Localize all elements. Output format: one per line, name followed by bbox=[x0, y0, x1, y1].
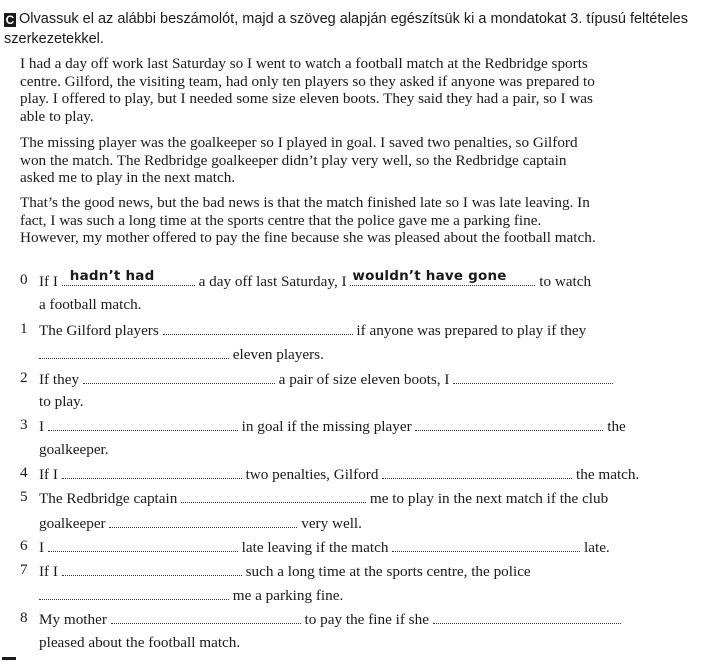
story-paragraph-2: The missing player was the goalkeeper so I played in goal. I saved two penalties, so Gilford won the match. The Redbridge goalkeeper didn’t play very well, so the Redbridge captain asked me to play in the next match. bbox=[20, 134, 578, 186]
sentence-text: to pay the fine if she bbox=[304, 611, 429, 628]
answer-blank bbox=[62, 268, 195, 286]
sentence-text: the bbox=[607, 418, 626, 435]
sentence-text: a day off last Saturday, I bbox=[198, 273, 347, 290]
sentence-text: eleven players. bbox=[232, 346, 324, 363]
page-edge-mark bbox=[2, 657, 16, 660]
exercise-instruction bbox=[4, 9, 704, 49]
story-paragraph-1: I had a day off work last Saturday so I went to watch a football match at the Redbridge sports centre. Gilford, the visiting team, had only ten players so they asked if anyone was prepared to play. I offered to play, but I needed some size eleven boots. They said they had a pair, so I was able to play. bbox=[20, 55, 595, 125]
sentence-text: If I bbox=[39, 563, 58, 580]
sentence-text: I bbox=[39, 539, 45, 556]
sentence-line bbox=[39, 369, 613, 389]
item-number: 6 bbox=[20, 537, 28, 554]
handwritten-answer: hadn’t had bbox=[69, 268, 155, 284]
sentence-line bbox=[39, 344, 324, 364]
sentence-text: me to play in the next match if the club bbox=[369, 490, 609, 507]
answer-blank[interactable] bbox=[39, 344, 229, 359]
item-number: 7 bbox=[20, 561, 28, 578]
sentence-text: My mother bbox=[39, 611, 107, 628]
answer-blank[interactable] bbox=[392, 537, 580, 552]
sentence-text: me a parking fine. bbox=[232, 587, 344, 604]
sentence-text: such a long time at the sports centre, the police bbox=[245, 563, 531, 580]
story-paragraph-3: That’s the good news, but the bad news is that the match finished late so I was late leaving. In fact, I was such a long time at the sports centre that the police gave me a parking fine. However, my mother offered to pay the fine because she was pleased about the football match. bbox=[20, 194, 596, 246]
sentence-text: in goal if the missing player bbox=[241, 418, 412, 435]
answer-blank[interactable] bbox=[62, 464, 242, 479]
answer-blank[interactable] bbox=[62, 561, 242, 576]
item-number: 2 bbox=[20, 369, 28, 386]
sentence-line bbox=[39, 513, 362, 533]
sentence-text: goalkeeper. bbox=[39, 441, 109, 458]
item-number: 0 bbox=[20, 271, 28, 288]
item-number: 4 bbox=[20, 464, 28, 481]
answer-blank[interactable] bbox=[453, 369, 613, 384]
item-number: 3 bbox=[20, 416, 28, 433]
item-number: 1 bbox=[20, 320, 28, 337]
sentence-text: If I bbox=[39, 273, 58, 290]
answer-blank[interactable] bbox=[433, 609, 621, 624]
sentence-text: The Redbridge captain bbox=[39, 490, 178, 507]
sentence-line bbox=[39, 537, 610, 557]
answer-blank[interactable] bbox=[163, 320, 353, 335]
sentence-text: If they bbox=[39, 371, 80, 388]
sentence-line bbox=[39, 609, 621, 629]
sentence-line bbox=[39, 561, 531, 581]
instruction-text: Olvassuk el az alábbi beszámolót, majd a szöveg alapján egészítsük ki a mondatokat 3. típusú feltételes szerkezetekkel. bbox=[4, 11, 688, 47]
sentence-text: to play. bbox=[39, 393, 84, 410]
answer-blank[interactable] bbox=[39, 585, 229, 600]
sentence-text: if anyone was prepared to play if they bbox=[356, 322, 587, 339]
answer-blank[interactable] bbox=[181, 488, 366, 503]
sentence-line bbox=[39, 488, 608, 508]
handwritten-answer: wouldn’t have gone bbox=[352, 268, 507, 284]
sentence-text: I bbox=[39, 418, 45, 435]
sentence-text: The Gilford players bbox=[39, 322, 159, 339]
sentence-text: two penalties, Gilford bbox=[245, 466, 379, 483]
answer-blank[interactable] bbox=[48, 537, 238, 552]
answer-blank[interactable] bbox=[83, 369, 275, 384]
answer-blank[interactable] bbox=[48, 416, 238, 431]
sentence-line bbox=[39, 416, 626, 436]
sentence-text: a football match. bbox=[39, 296, 142, 313]
sentence-line bbox=[39, 585, 343, 605]
answer-blank bbox=[350, 268, 535, 286]
sentence-line bbox=[39, 464, 639, 484]
answer-blank[interactable] bbox=[109, 513, 297, 528]
sentence-text: goalkeeper bbox=[39, 515, 106, 532]
sentence-text: late. bbox=[584, 539, 610, 556]
sentence-line bbox=[39, 320, 586, 340]
sentence-text: pleased about the football match. bbox=[39, 634, 241, 651]
sentence-text: If I bbox=[39, 466, 58, 483]
sentence-text: very well. bbox=[301, 515, 362, 532]
item-number: 8 bbox=[20, 609, 28, 626]
sentence-line bbox=[39, 268, 592, 291]
sentence-text: a pair of size eleven boots, I bbox=[278, 371, 450, 388]
item-number: 5 bbox=[20, 488, 28, 505]
answer-blank[interactable] bbox=[382, 464, 572, 479]
sentence-text: the match. bbox=[576, 466, 640, 483]
answer-blank[interactable] bbox=[415, 416, 603, 431]
sentence-text: late leaving if the match bbox=[241, 539, 389, 556]
exercise-badge: C bbox=[5, 13, 15, 27]
answer-blank[interactable] bbox=[111, 609, 301, 624]
sentence-text: to watch bbox=[539, 273, 592, 290]
